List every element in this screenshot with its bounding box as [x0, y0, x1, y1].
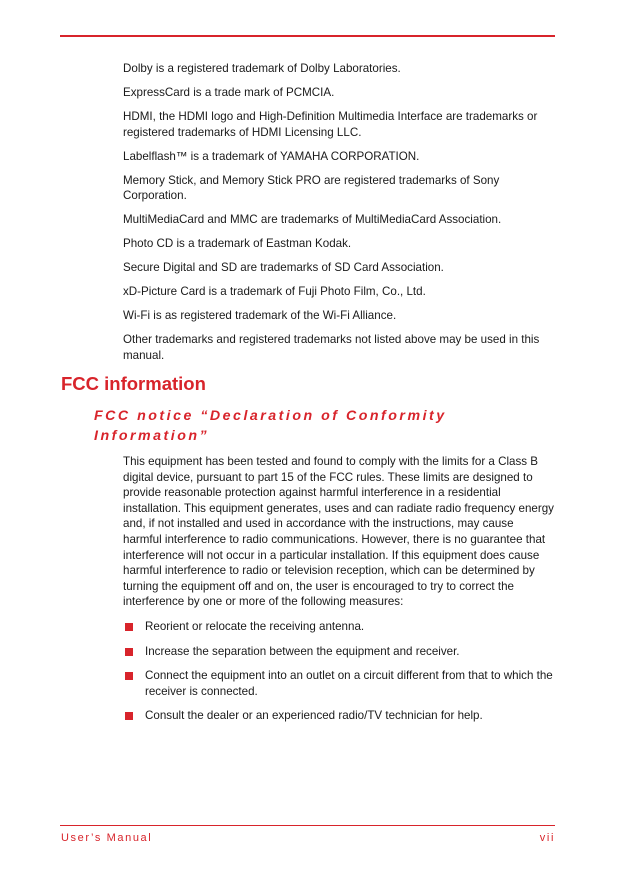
header-rule: [60, 35, 555, 37]
list-item-text: Consult the dealer or an experienced radio/TV technician for help.: [145, 709, 483, 723]
list-item-text: Increase the separation between the equipment and receiver.: [145, 644, 460, 658]
fcc-notice-paragraph: This equipment has been tested and found to comply with the limits for a Class B digital device, pursuant to part 15 of the FCC rules. These limits are designed to provide reasonable protection against harmful interference in a residential installation. This equipment generates, uses and can radiate radio frequency energy and, if not installed and used in accordance with the instructions, may cause harmful interference to radio communications. However, there is no guarantee that interference will not occur in a particular installation. If this equipment does cause harmful interference to radio or television reception, which can be determined by turning the equipment off and on, the user is encouraged to try to correct the interference by one or more of the following measures:: [123, 455, 554, 609]
trademark-item: MultiMediaCard and MMC are trademarks of MultiMediaCard Association.: [123, 213, 502, 226]
trademark-item: Dolby is a registered trademark of Dolby Laboratories.: [123, 62, 401, 75]
footer-rule: [60, 825, 555, 826]
trademark-item: Photo CD is a trademark of Eastman Kodak.: [123, 237, 352, 250]
square-bullet-icon: [125, 623, 133, 631]
trademark-item: xD-Picture Card is a trademark of Fuji Photo Film, Co., Ltd.: [123, 285, 426, 298]
trademark-item: Other trademarks and registered trademarks not listed above may be used in this manual.: [123, 333, 540, 362]
list-item: [123, 619, 555, 635]
list-item-text: Reorient or relocate the receiving antenna.: [145, 620, 365, 633]
list-item: [123, 644, 555, 660]
list-item: [123, 668, 555, 699]
square-bullet-icon: [125, 672, 133, 680]
trademark-item: HDMI, the HDMI logo and High-Definition Multimedia Interface are trademarks or registered trademarks of HDMI Licensing LLC.: [123, 110, 538, 139]
list-item-text: Connect the equipment into an outlet on a circuit different from that to which the receiver is connected.: [145, 669, 553, 698]
page-number: vii: [539, 832, 555, 844]
footer-manual-title: User’s Manual: [61, 832, 153, 844]
measures-list: [123, 619, 555, 733]
trademark-item: Wi-Fi is as registered trademark of the Wi-Fi Alliance.: [123, 309, 397, 322]
section-heading: FCC information: [61, 373, 206, 394]
square-bullet-icon: [125, 648, 133, 656]
trademark-item: Memory Stick, and Memory Stick PRO are registered trademarks of Sony Corporation.: [123, 173, 500, 202]
list-item: [123, 708, 555, 724]
square-bullet-icon: [125, 712, 133, 720]
trademark-item: ExpressCard is a trade mark of PCMCIA.: [123, 86, 335, 99]
trademark-item: Secure Digital and SD are trademarks of SD Card Association.: [123, 261, 444, 274]
trademark-list: [123, 61, 555, 372]
subsection-heading: FCC notice “Declaration of Conformity Information”: [94, 408, 447, 444]
trademark-item: Labelflash™ is a trademark of YAMAHA CORPORATION.: [123, 149, 420, 163]
